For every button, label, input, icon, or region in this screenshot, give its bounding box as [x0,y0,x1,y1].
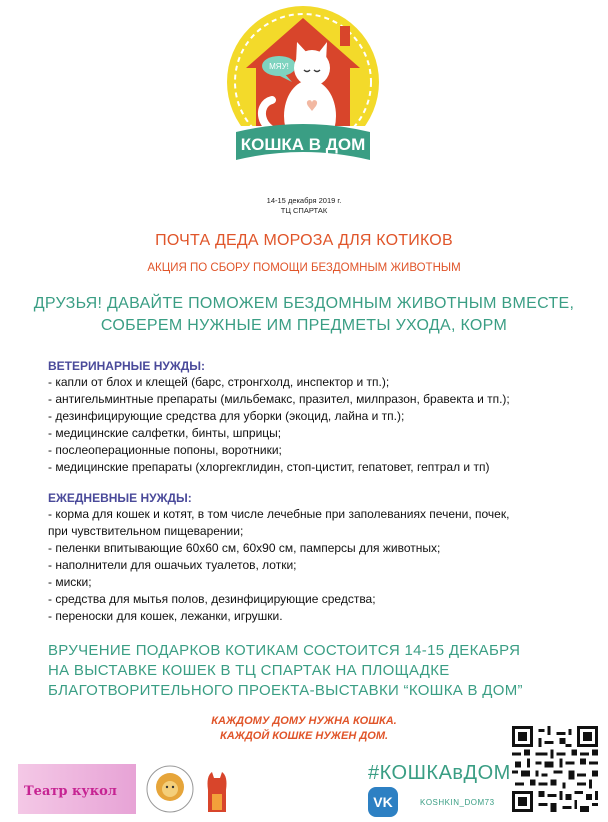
intro-text [0,293,608,337]
vet-list [48,374,598,476]
list-item: - корма для кошек и котят, в том числе лечебные при заполеваниях печени, почек, [48,507,510,521]
list-item: - дезинфицирующие средства для уборки (экоцид, лайна и тп.); [48,409,405,423]
teatr-kukol-text: Театр кукол [24,784,117,799]
list-item: - миски; [48,575,92,589]
intro-line-1: ДРУЗЬЯ! ДАВАЙТЕ ПОМОЖЕМ БЕЗДОМНЫМ ЖИВОТНЫМ ВМЕСТЕ, [33,295,575,312]
final-announcement [48,641,608,701]
sub-title: АКЦИЯ ПО СБОРУ ПОМОЩИ БЕЗДОМНЫМ ЖИВОТНЫМ [147,262,461,274]
cat-silhouette-icon [200,764,234,814]
list-item: - средства для мытья полов, дезинфицирующие средства; [48,592,376,606]
lion-icon [142,764,198,814]
event-dates: 14-15 декабря 2019 г. [266,196,342,205]
logo-speech-text: МЯУ! [269,62,289,71]
list-item: - капли от блох и клещей (барс, стронгхолд, инспектор и тп.); [48,375,390,389]
list-item: - антигельминтные препараты (мильбемакс, празител, милпразон, бравекта и тп.); [48,392,510,406]
intro-line-2: СОБЕРЕМ НУЖНЫЕ ИМ ПРЕДМЕТЫ УХОДА, КОРМ [100,317,508,334]
logo-banner-text: КОШКА В ДОМ [240,135,366,154]
list-item: при чувствительном пищеварении; [48,524,244,538]
vk-icon[interactable]: VK [368,787,398,817]
main-title: ПОЧТА ДЕДА МОРОЗА ДЛЯ КОТИКОВ [155,232,453,249]
final-line-1: ВРУЧЕНИЕ ПОДАРКОВ КОТИКАМ СОСТОИТСЯ 14-15 ДЕКАБРЯ [48,642,521,659]
koshka-v-dom-logo [200,4,406,184]
qr-code [512,726,598,812]
event-place: ТЦ СПАРТАК [280,206,328,215]
slogan-line-1: КАЖДОМУ ДОМУ НУЖНА КОШКА. [211,715,397,727]
hashtag: #КОШКАвДОМ [368,762,511,784]
vk-group-label[interactable]: KOSHKIN_DOM73 [420,798,495,807]
list-item: - медицинские препараты (хлоргекглидин, стоп-цистит, гепатовет, гептрал и тп) [48,460,490,474]
final-line-2: НА ВЫСТАВКЕ КОШЕК В ТЦ СПАРТАК НА ПЛОЩАДКЕ [48,662,450,679]
final-line-3: БЛАГОТВОРИТЕЛЬНОГО ПРОЕКТА-ВЫСТАВКИ “КОШКА В ДОМ” [48,682,523,699]
list-item: - переноски для кошек, лежанки, игрушки. [48,609,283,623]
list-item: - пеленки впитывающие 60х60 см, 60х90 см, памперсы для животных; [48,541,441,555]
list-item: - послеоперационные попоны, воротники; [48,443,282,457]
slogan-line-2: КАЖДОЙ КОШКЕ НУЖЕН ДОМ. [219,730,389,742]
daily-list [48,506,598,625]
daily-heading: ЕЖЕДНЕВНЫЕ НУЖДЫ: [48,491,192,505]
vet-heading: ВЕТЕРИНАРНЫЕ НУЖДЫ: [48,359,205,373]
list-item: - наполнители для ошачьих туалетов, лотки; [48,558,297,572]
list-item: - медицинские салфетки, бинты, шприцы; [48,426,282,440]
